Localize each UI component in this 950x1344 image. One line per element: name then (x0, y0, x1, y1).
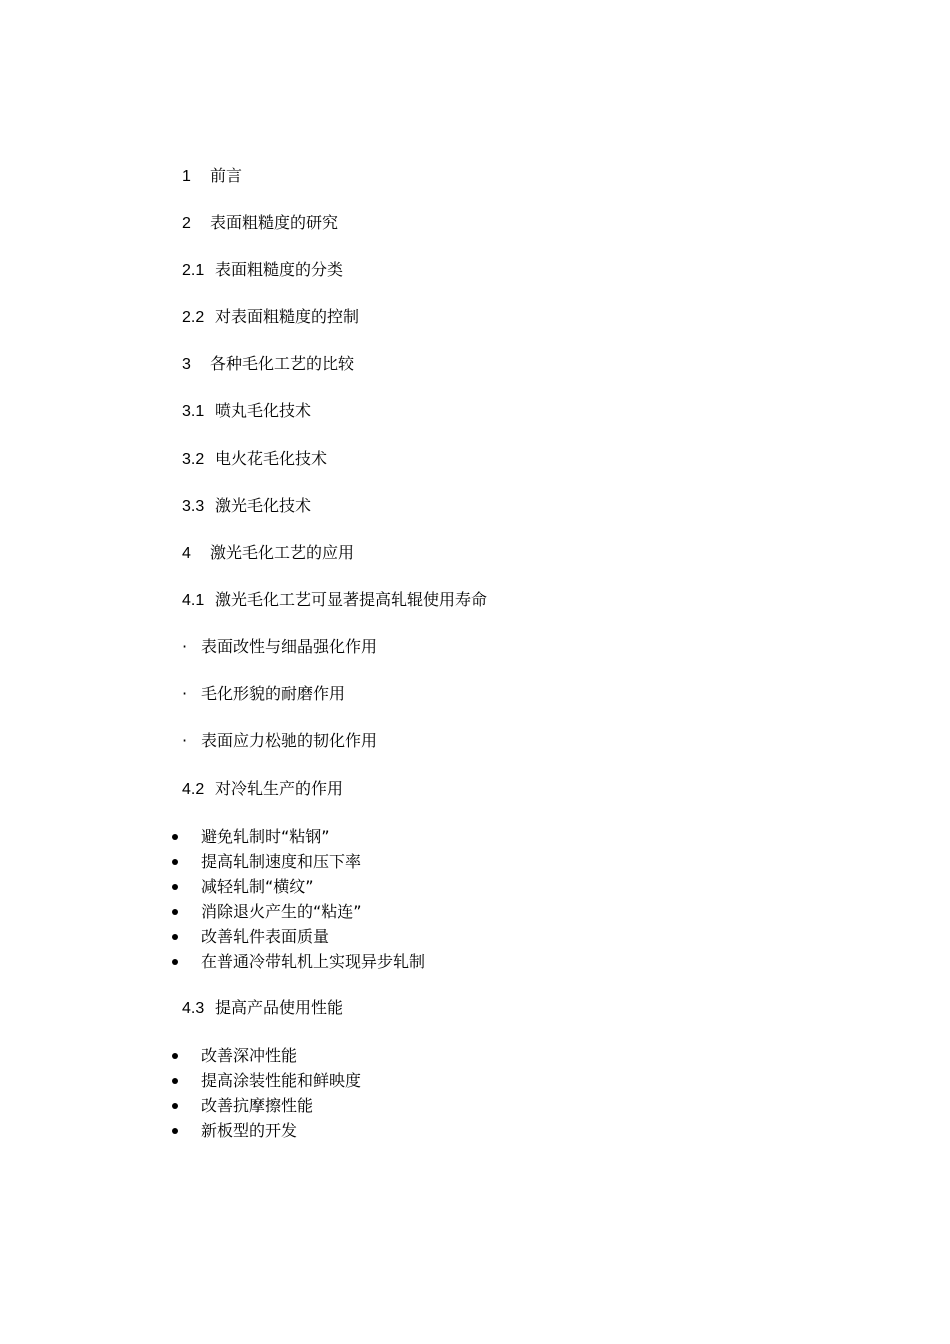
dot-mark: · (182, 637, 188, 656)
dot-mark: · (182, 731, 188, 750)
list-item-text: 改善抗摩擦性能 (201, 1096, 314, 1115)
toc-number: 3.3 (182, 498, 205, 515)
dot-item-text: 表面改性与细晶强化作用 (201, 637, 378, 656)
dot-mark: · (182, 684, 188, 703)
list-item (172, 1118, 361, 1143)
toc-number: 4.2 (182, 781, 205, 798)
dot-item-1 (182, 637, 377, 657)
list-item-text: 避免轧制时“粘钢” (201, 827, 330, 846)
list-item-text: 消除退火产生的“粘连” (201, 902, 362, 921)
toc-entry-2 (182, 213, 338, 234)
list-item (172, 1068, 361, 1093)
dot-item-2 (182, 684, 345, 704)
toc-number: 3.1 (182, 403, 205, 420)
toc-text: 表面粗糙度的研究 (210, 213, 339, 232)
dot-item-3 (182, 731, 377, 751)
list-item (172, 1043, 361, 1068)
toc-text: 喷丸毛化技术 (215, 401, 312, 420)
list-item-text: 改善深冲性能 (201, 1046, 298, 1065)
toc-entry-3-3 (182, 496, 311, 517)
bullet-icon (172, 1128, 178, 1134)
toc-number: 2 (182, 215, 191, 232)
bullet-list-4-3 (172, 1043, 361, 1143)
toc-number: 3.2 (182, 451, 205, 468)
list-item (172, 824, 425, 849)
list-item-text: 减轻轧制“横纹” (201, 877, 314, 896)
toc-number: 3 (182, 356, 191, 373)
bullet-icon (172, 934, 178, 940)
toc-number: 4.3 (182, 1000, 205, 1017)
list-item (172, 1093, 361, 1118)
toc-number: 4 (182, 545, 191, 562)
toc-entry-4-1 (182, 590, 487, 611)
toc-text: 表面粗糙度的分类 (215, 260, 344, 279)
bullet-icon (172, 1103, 178, 1109)
toc-entry-2-1 (182, 260, 343, 281)
toc-text: 对表面粗糙度的控制 (215, 307, 360, 326)
list-item (172, 899, 425, 924)
toc-text: 前言 (210, 166, 243, 185)
bullet-icon (172, 859, 178, 865)
toc-entry-3 (182, 354, 354, 375)
toc-entry-1 (182, 166, 242, 187)
toc-entry-3-1 (182, 401, 311, 422)
bullet-list-4-2 (172, 824, 425, 974)
toc-text: 电火花毛化技术 (215, 449, 328, 468)
bullet-icon (172, 1078, 178, 1084)
toc-entry-3-2 (182, 449, 327, 470)
list-item (172, 874, 425, 899)
bullet-icon (172, 884, 178, 890)
list-item-text: 新板型的开发 (201, 1121, 298, 1140)
toc-number: 1 (182, 168, 191, 185)
toc-text: 对冷轧生产的作用 (215, 779, 344, 798)
toc-text: 激光毛化工艺的应用 (210, 543, 355, 562)
toc-number: 2.1 (182, 262, 205, 279)
toc-text: 激光毛化工艺可显著提高轧辊使用寿命 (215, 590, 488, 609)
toc-entry-4-3 (182, 998, 343, 1019)
toc-text: 激光毛化技术 (215, 496, 312, 515)
list-item (172, 849, 425, 874)
dot-item-text: 毛化形貌的耐磨作用 (201, 684, 346, 703)
toc-number: 4.1 (182, 592, 205, 609)
list-item-text: 改善轧件表面质量 (201, 927, 330, 946)
bullet-icon (172, 959, 178, 965)
bullet-icon (172, 834, 178, 840)
list-item-text: 提高轧制速度和压下率 (201, 852, 362, 871)
toc-text: 提高产品使用性能 (215, 998, 344, 1017)
bullet-icon (172, 909, 178, 915)
toc-entry-4-2 (182, 779, 343, 800)
toc-entry-4 (182, 543, 354, 564)
toc-entry-2-2 (182, 307, 359, 328)
list-item-text: 提高涂装性能和鲜映度 (201, 1071, 362, 1090)
list-item-text: 在普通冷带轧机上实现异步轧制 (201, 952, 426, 971)
list-item (172, 924, 425, 949)
toc-text: 各种毛化工艺的比较 (210, 354, 355, 373)
list-item (172, 949, 425, 974)
toc-number: 2.2 (182, 309, 205, 326)
dot-item-text: 表面应力松驰的韧化作用 (201, 731, 378, 750)
bullet-icon (172, 1053, 178, 1059)
